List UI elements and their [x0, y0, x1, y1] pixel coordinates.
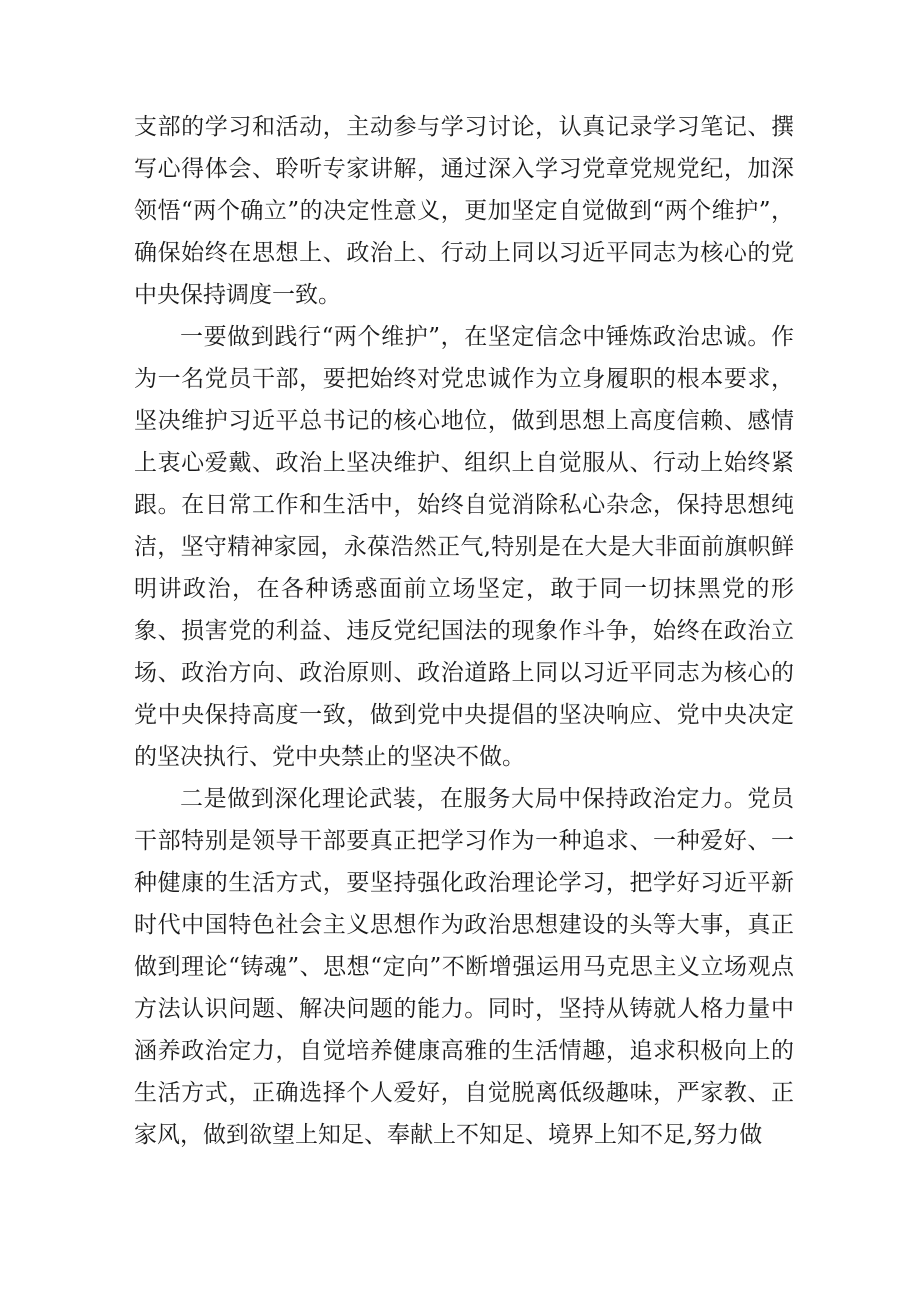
paragraph-continued: 支部的学习和活动，主动参与学习讨论，认真记录学习笔记、撰写心得体会、聆听专家讲解，通过深入学习党章党规党纪，加深领悟“两个确立”的决定性意义，更加坚定自觉做到“两个维护”，确保始终在思想上、政治上、行动上同以习近平同志为核心的党中央保持调度一致。: [134, 114, 794, 308]
body-text: [134, 106, 794, 1156]
paragraph-political-loyalty: 一要做到践行“两个维护”，在坚定信念中锤炼政治忠诚。作为一名党员干部，要把始终对党忠诚作为立身履职的根本要求，坚决维护习近平总书记的核心地位，做到思想上高度信赖、感情上衷心爱戴、政治上坚决维护、组织上自觉服从、行动上始终紧跟。在日常工作和生活中，始终自觉消除私心杂念，保持思想纯洁，坚守精神家园，永葆浩然正气,特别是在大是大非面前旗帜鲜明讲政治，在各种诱惑面前立场坚定，敢于同一切抹黑党的形象、损害党的利益、违反党纪国法的现象作斗争，始终在政治立场、政治方向、政治原则、政治道路上同以习近平同志为核心的党中央保持高度一致，做到党中央提倡的坚决响应、党中央决定的坚决执行、党中央禁止的坚决不做。: [134, 324, 794, 770]
paragraph-theoretical-study: 二是做到深化理论武装，在服务大局中保持政治定力。党员干部特别是领导干部要真正把学习作为一种追求、一种爱好、一种健康的生活方式，要坚持强化政治理论学习，把学好习近平新时代中国特色社会主义思想作为政治思想建设的头等大事，真正做到理论“铸魂”、思想“定向”不断增强运用马克思主义立场观点方法认识问题、解决问题的能力。同时，坚持从铸就人格力量中涵养政治定力，自觉培养健康高雅的生活情趣，追求积极向上的生活方式，正确选择个人爱好，自觉脱离低级趣味，严家教、正家风，做到欲望上知足、奉献上不知足、境界上知不足,努力做: [134, 786, 794, 1148]
